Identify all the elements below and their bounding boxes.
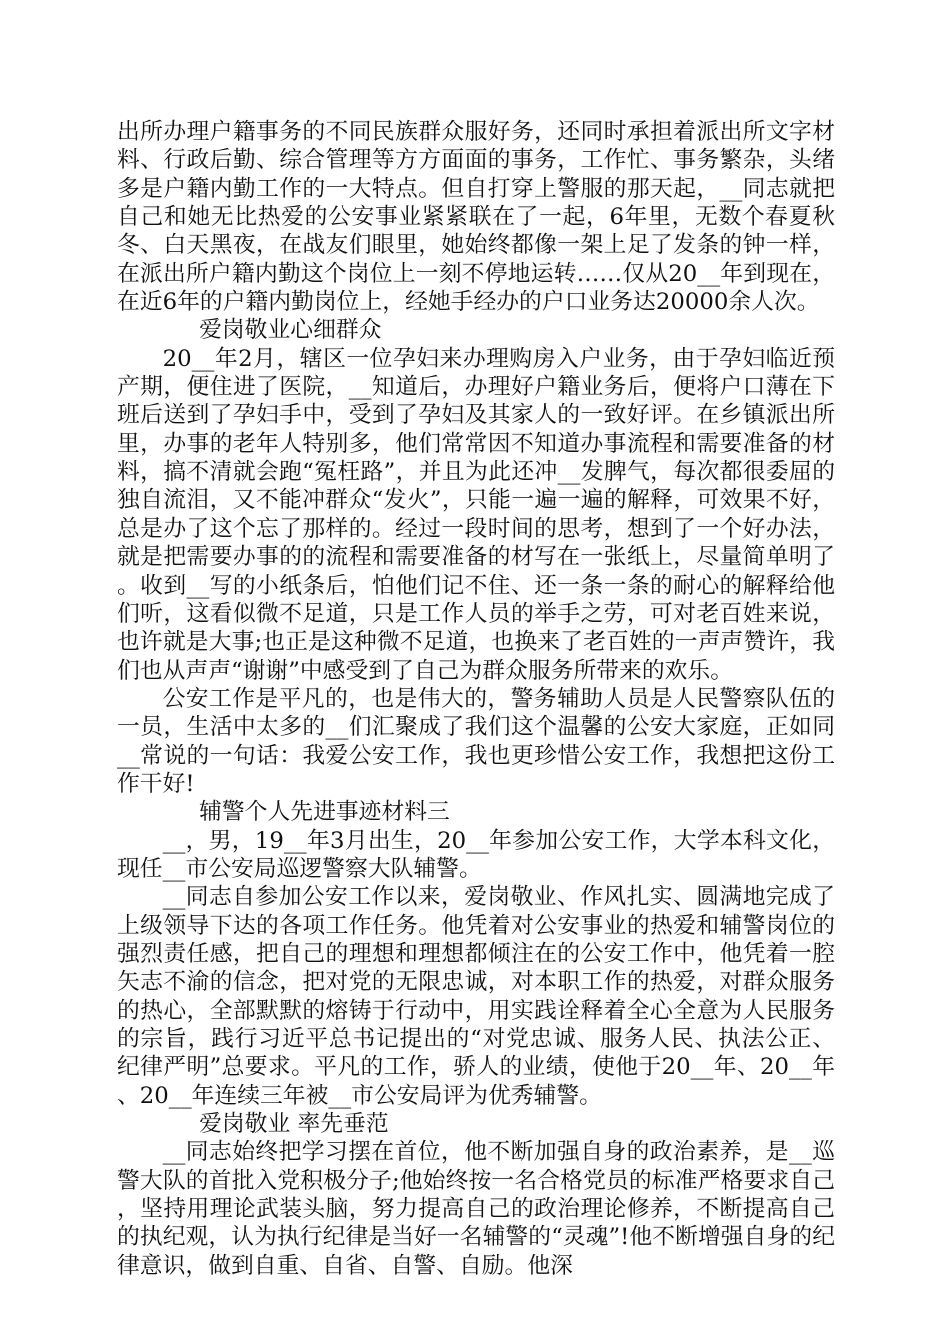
section-heading-2: 辅警个人先进事迹材料三 (199, 799, 450, 826)
section-heading-3: 爱岗敬业 率先垂范 (199, 1111, 389, 1138)
paragraph-4: __，男，19__年3月出生，20__年参加公安工作，大学本科文化，现任__市公安局巡逻警察大队辅警。 (117, 827, 835, 882)
paragraph-1: 出所办理户籍事务的不同民族群众服好务，还同时承担着派出所文字材料、行政后勤、综合管理等方方面面的事务，工作忙、事务繁杂，头绪多是户籍内勤工作的一大特点。但自打穿上警服的那天起，__同志就把自己和她无比热爱的公安事业紧紧联在了一起，6年里，无数个春夏秋冬、白天黑夜，在战友们眼里，她始终都像一架上足了发条的钟一样，在派出所户籍内勤这个岗位上一刻不停地运转……仅从20__年到现在，在近6年的户籍内勤岗位上，经她手经办的户口业务达20000余人次。 (117, 119, 835, 316)
paragraph-3: 公安工作是平凡的，也是伟大的，警务辅助人员是人民警察队伍的一员，生活中太多的__们汇聚成了我们这个温馨的公安大家庭，正如同__常说的一句话：我爱公安工作，我也更珍惜公安工作，我想把这份工作干好! (117, 685, 835, 797)
paragraph-2: 20__年2月，辖区一位孕妇来办理购房入户业务，由于孕妇临近预产期，便住进了医院，__知道后，办理好户籍业务后，便将户口薄在下班后送到了孕妇手中，受到了孕妇及其家人的一致好评。在乡镇派出所里，办事的老年人特别多，他们常常因不知道办事流程和需要准备的材料，搞不清就会跑“冤枉路”，并且为此还冲__发脾气，每次都很委屈的独自流泪，又不能冲群众“发火”，只能一遍一遍的解释，可效果不好，总是办了这个忘了那样的。经过一段时间的思考，想到了一个好办法，就是把需要办事的的流程和需要准备的材写在一张纸上，尽量简单明了。收到__写的小纸条后，怕他们记不住、还一条一条的耐心的解释给他们听，这看似微不足道，只是工作人员的举手之劳，可对老百姓来说，也许就是大事;也正是这种微不足道，也换来了老百姓的一声声赞许，我们也从声声“谢谢”中感受到了自己为群众服务所带来的欢乐。 (117, 345, 835, 684)
paragraph-5: __同志自参加公安工作以来，爱岗敬业、作风扎实、圆满地完成了上级领导下达的各项工作任务。他凭着对公安事业的热爱和辅警岗位的强烈责任感，把自己的理想和理想都倾注在的公安工作中，他凭着一腔矢志不渝的信念，把对党的无限忠诚，对本职工作的热爱，对群众服务的热心，全部默默的熔铸于行动中，用实践诠释着全心全意为人民服务的宗旨，践行习近平总书记提出的“对党忠诚、服务人民、执法公正、纪律严明”总要求。平凡的工作，骄人的业绩，使他于20__年、20__年、20__年连续三年被__市公安局评为优秀辅警。 (117, 884, 835, 1109)
paragraph-6: __同志始终把学习摆在首位，他不断加强自身的政治素养，是__巡警大队的首批入党积极分子;他始终按一名合格党员的标准严格要求自己，坚持用理论武装头脑，努力提高自己的政治理论修养，不断提高自己的执纪观，认为执行纪律是当好一名辅警的“灵魂”!他不断增强自身的纪律意识，做到自重、自省、自警、自励。他深 (117, 1139, 835, 1279)
section-heading-1: 爱岗敬业心细群众 (199, 317, 382, 344)
document-page (117, 118, 835, 1280)
